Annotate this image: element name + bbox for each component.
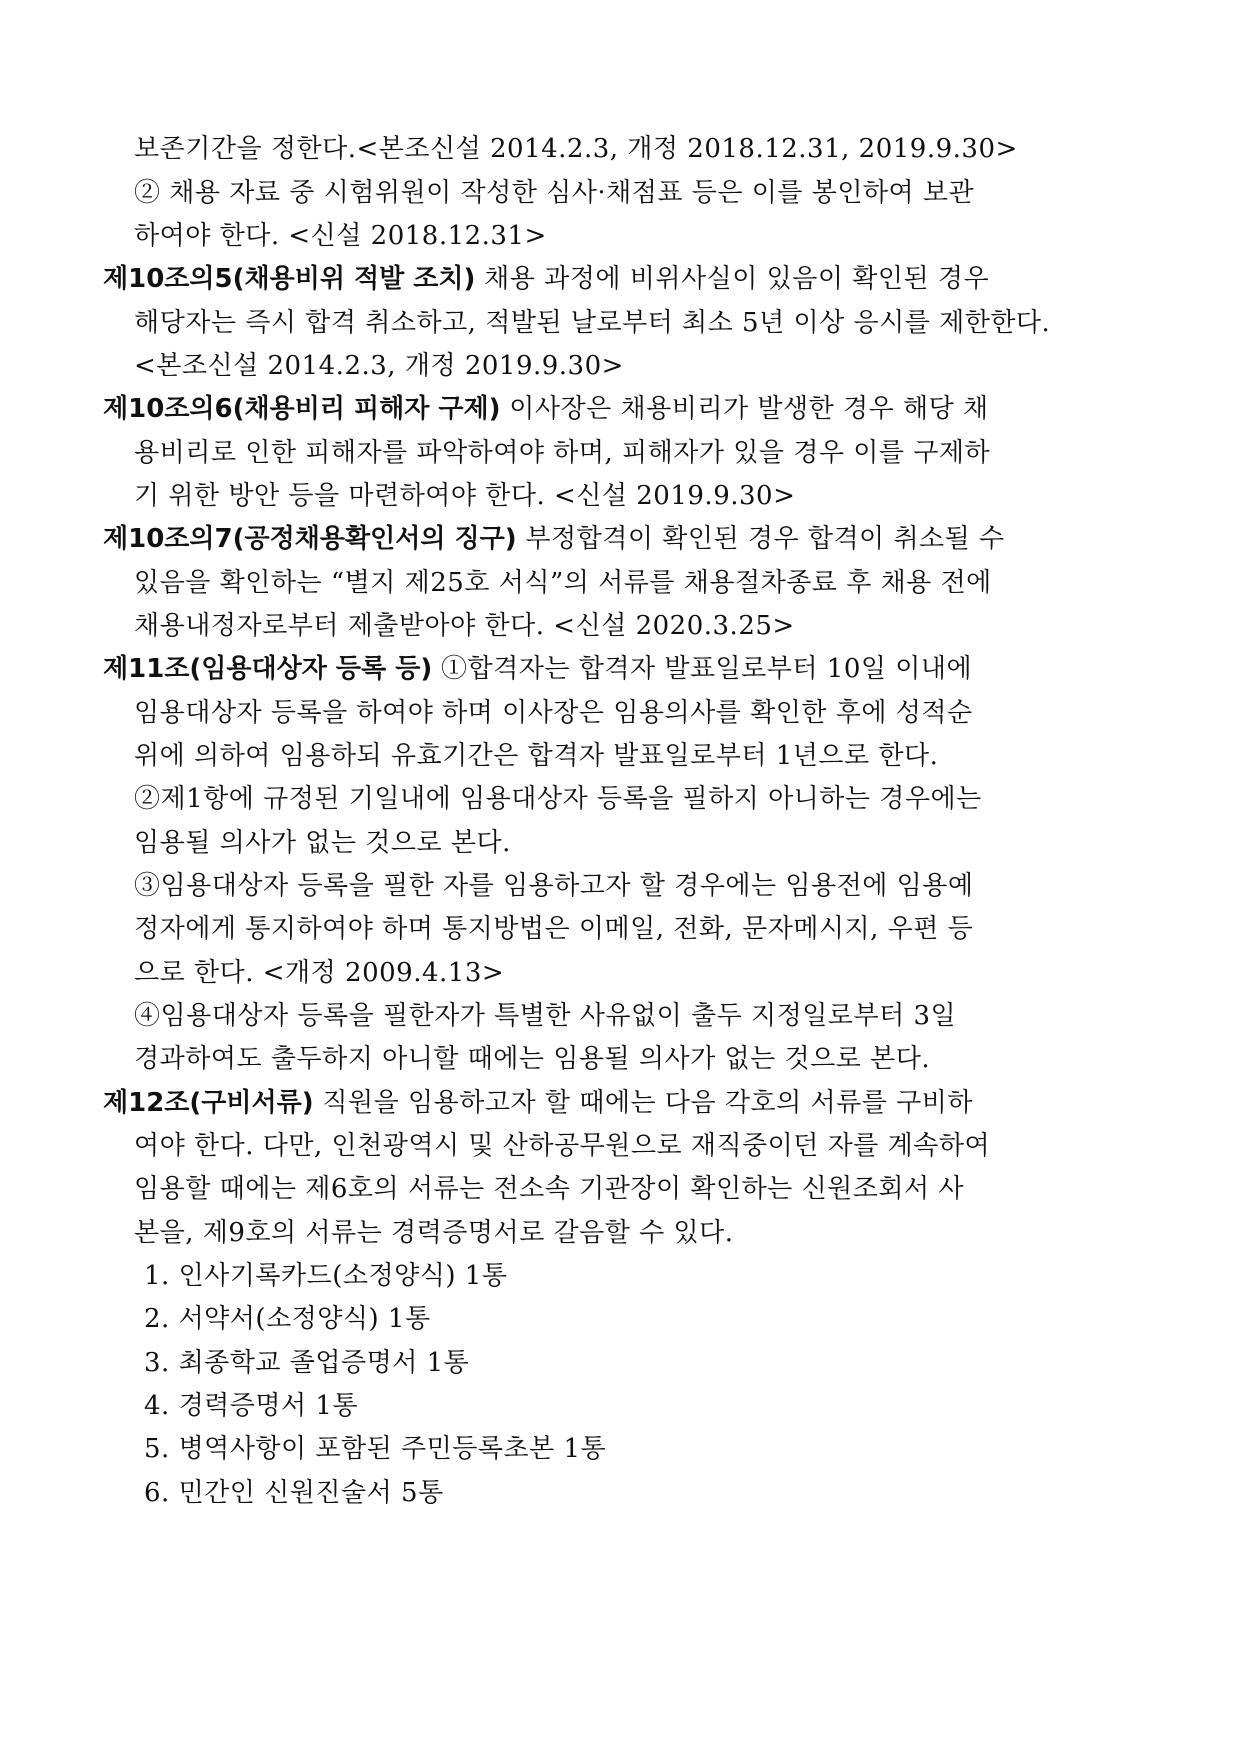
text-line	[134, 913, 973, 945]
line-text: 하여야 한다. <신설 2018.12.31>	[134, 221, 547, 251]
line-text: 채용내정자로부터 제출받아야 한다. <신설 2020.3.25>	[134, 611, 795, 641]
text-line	[134, 133, 1018, 165]
text-line	[134, 350, 624, 382]
line-text: 임용대상자 등록을 하여야 하며 이사장은 임용의사를 확인한 후에 성적순	[134, 698, 973, 728]
list-item-text: 1. 인사기록카드(소정양식) 1통	[144, 1261, 508, 1291]
line-text: 임용할 때에는 제6호의 서류는 전소속 기관장이 확인하는 신원조회서 사	[134, 1174, 965, 1204]
line-text: 경과하여도 출두하지 아니할 때에는 임용될 의사가 없는 것으로 본다.	[134, 1044, 931, 1074]
list-item-text: 5. 병역사항이 포함된 주민등록초본 1통	[144, 1434, 607, 1464]
article-line	[103, 523, 1005, 555]
list-item	[144, 1477, 444, 1509]
article-line	[103, 1087, 973, 1119]
line-text: 용비리로 인한 피해자를 파악하여야 하며, 피해자가 있을 경우 이를 구제하	[134, 438, 991, 468]
text-line	[134, 1130, 990, 1162]
line-text: 직원을 임용하고자 할 때에는 다음 각호의 서류를 구비하	[313, 1088, 973, 1118]
line-text: ② 채용 자료 중 시험위원이 작성한 심사·채점표 등은 이를 봉인하여 보관	[134, 178, 975, 208]
line-text: 으로 한다. <개정 2009.4.13>	[134, 958, 505, 988]
article-line	[103, 393, 989, 425]
list-item	[144, 1303, 431, 1335]
line-text: 해당자는 즉시 합격 취소하고, 적발된 날로부터 최소 5년 이상 응시를 제한한다.	[134, 308, 1051, 338]
text-line	[134, 480, 795, 512]
article-heading: 제11조(임용대상자 등록 등)	[103, 654, 433, 684]
article-heading: 제12조(구비서류)	[103, 1088, 314, 1118]
line-text: 채용 과정에 비위사실이 있음이 확인된 경우	[475, 264, 990, 294]
text-line	[134, 783, 982, 815]
text-line	[134, 1043, 930, 1075]
text-line	[134, 307, 1050, 339]
article-line	[103, 653, 972, 685]
line-text: ①합격자는 합격자 발표일로부터 10일 이내에	[432, 654, 973, 684]
line-text: 있음을 확인하는 “별지 제25호 서식”의 서류를 채용절차종료 후 채용 전에	[134, 568, 992, 598]
text-line	[134, 220, 547, 252]
article-heading: 제10조의7(공정채용확인서의 징구)	[103, 524, 517, 554]
line-text: 부정합격이 확인된 경우 합격이 취소될 수	[516, 524, 1005, 554]
article-heading: 제10조의5(채용비위 적발 조치)	[103, 264, 476, 294]
text-line	[134, 177, 974, 209]
article-line	[103, 263, 989, 295]
text-line	[134, 1173, 964, 1205]
line-text: 이사장은 채용비리가 발생한 경우 해당 채	[500, 394, 989, 424]
list-item	[144, 1347, 469, 1379]
list-item	[144, 1390, 358, 1422]
list-item	[144, 1433, 606, 1465]
text-line	[134, 610, 795, 642]
text-line	[134, 437, 990, 469]
list-item-text: 6. 민간인 신원진술서 5통	[144, 1478, 444, 1508]
line-text: <본조신설 2014.2.3, 개정 2019.9.30>	[134, 351, 624, 381]
list-item-text: 4. 경력증명서 1통	[144, 1391, 359, 1421]
line-text: ④임용대상자 등록을 필한자가 특별한 사유없이 출두 지정일로부터 3일	[134, 1001, 957, 1031]
text-line	[134, 567, 992, 599]
text-line	[134, 957, 504, 989]
line-text: 보존기간을 정한다.<본조신설 2014.2.3, 개정 2018.12.31, 2019.9.30>	[134, 134, 1018, 164]
line-text: 임용될 의사가 없는 것으로 본다.	[134, 828, 511, 858]
line-text: ③임용대상자 등록을 필한 자를 임용하고자 할 경우에는 임용전에 임용예	[134, 871, 974, 901]
line-text: 정자에게 통지하여야 하며 통지방법은 이메일, 전화, 문자메시지, 우편 등	[134, 914, 974, 944]
line-text: 위에 의하여 임용하되 유효기간은 합격자 발표일로부터 1년으로 한다.	[134, 741, 939, 771]
line-text: 기 위한 방안 등을 마련하여야 한다. <신설 2019.9.30>	[134, 481, 796, 511]
text-line	[134, 1217, 733, 1249]
article-heading: 제10조의6(채용비리 피해자 구제)	[103, 394, 501, 424]
list-item	[144, 1260, 507, 1292]
list-item-text: 2. 서약서(소정양식) 1통	[144, 1304, 431, 1334]
text-line	[134, 697, 973, 729]
text-line	[134, 740, 938, 772]
text-line	[134, 1000, 956, 1032]
line-text: 본을, 제9호의 서류는 경력증명서로 갈음할 수 있다.	[134, 1218, 734, 1248]
list-item-text: 3. 최종학교 졸업증명서 1통	[144, 1348, 470, 1378]
text-line	[134, 827, 511, 859]
line-text: 여야 한다. 다만, 인천광역시 및 산하공무원으로 재직중이던 자를 계속하여	[134, 1131, 991, 1161]
line-text: ②제1항에 규정된 기일내에 임용대상자 등록을 필하지 아니하는 경우에는	[134, 784, 982, 814]
text-line	[134, 870, 973, 902]
